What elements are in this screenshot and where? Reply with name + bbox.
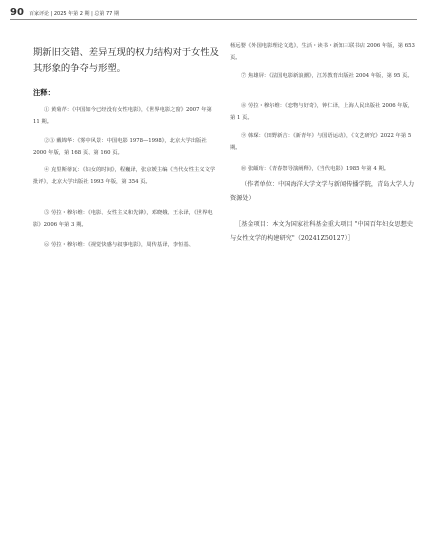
header-rule	[10, 19, 417, 20]
note-1	[33, 105, 220, 128]
note-8-text: ⑧ 劳拉・穆尔维：《恋物与好奇》，钟仁译，上海人民出版社 2006 年版，第 1 页。	[230, 103, 414, 121]
notes-title: 注释：	[33, 88, 55, 97]
author-affiliation-text: （作者单位：中国海洋大学文学与新闻传播学院，青岛大学人力资源处）	[230, 181, 415, 202]
page-number: 90	[10, 7, 24, 18]
note-10	[230, 164, 417, 176]
fund-note	[230, 218, 417, 245]
note-8	[230, 101, 417, 124]
note-1-text: ① 黄菊芹：《中国如今已经没有女性电影》，《世界电影之窗》2007 年第 11 期。	[33, 107, 212, 125]
note-7-text: ⑦ 焦雄屏：《法国电影新浪潮》，江苏教育出版社 2004 年版，第 95 页。	[241, 73, 413, 79]
note-10-text: ⑩ 张頔珩：《青春祭导演阐释》，《当代电影》1985 年第 4 期。	[241, 166, 390, 172]
note-5-text: ⑤ 劳拉・穆尔维：《电影、女性主义和先锋》，邓晓娥、王永译，《世界电影》2006 年第 3 期。	[33, 210, 213, 228]
note-5	[33, 208, 220, 231]
note-6-text: ⑥ 劳拉・穆尔维：《视觉快感与叙事电影》，周传基译，李恒基、	[44, 242, 194, 248]
note-9-text: ⑨ 韩琛：《田野新吉：《新青年》与国语运动》，《文艺研究》2022 年第 5 期。	[230, 133, 412, 151]
fund-note-text: ［基金项目：本文为国家社科基金重大项目 "中国百年妇女思想史与女性文学的构建研究"（20241Z50127）］	[230, 221, 414, 242]
journal-meta: 百家评论 | 2025 年第 2 期 | 总第 77 期	[29, 11, 119, 17]
note-9	[230, 131, 417, 154]
note-4-text: ④ 克里斯蒂瓦：《妇女的时间》，程巍译，张京媛主编《当代女性主义文学批评》，北京大学出版社 1993 年版，第 354 页。	[33, 167, 216, 185]
note-2-3	[33, 136, 220, 159]
note-6	[33, 240, 220, 252]
note-2-3-text: ②③ 戴锦华：《雾中风景：中国电影 1978—1998》，北京大学出版社 2000 年版，第 168 页、第 160 页。	[33, 138, 207, 156]
note-6-continued	[230, 41, 417, 64]
note-7	[230, 71, 417, 83]
author-affiliation	[230, 178, 417, 205]
note-4	[33, 165, 220, 188]
note-6-continued-text: 杨远婴《外国电影理论文选》，生活・读书・新知三联书店 2006 年版，第 653 页。	[230, 43, 415, 61]
lead-paragraph: 期新旧交错、差异互现的权力结构对于女性及其形象的争夺与形塑。	[33, 47, 219, 74]
